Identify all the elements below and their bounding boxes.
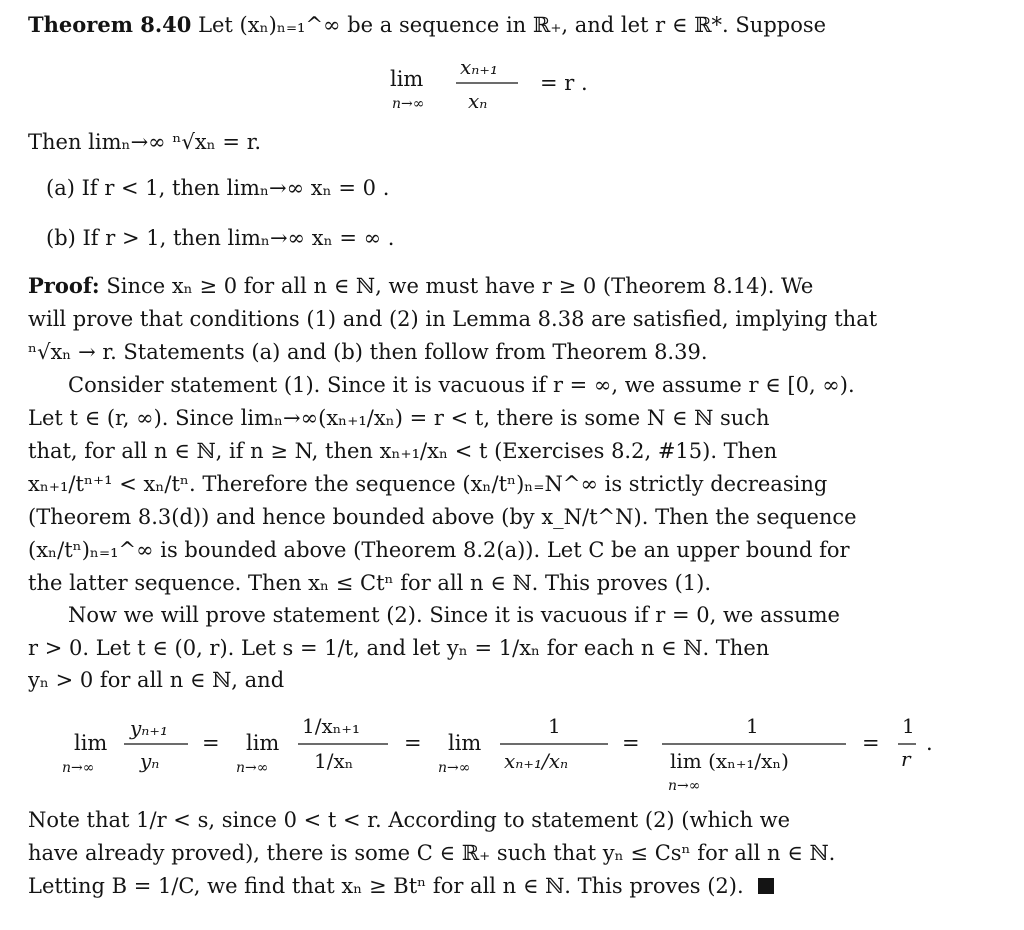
proof-line xyxy=(28,872,968,900)
proof-line xyxy=(28,272,968,300)
limit-subscript: n→∞ xyxy=(62,760,95,776)
theorem-item-a: (a) If r < 1, then limₙ→∞ xₙ = 0 . xyxy=(46,176,390,200)
fraction-numerator: 1 xyxy=(746,714,759,738)
proof-display-equation xyxy=(50,700,950,800)
equation-period: . xyxy=(926,731,933,755)
fraction-numerator: xₙ₊₁ xyxy=(460,55,498,79)
proof-line: xₙ₊₁/tⁿ⁺¹ < xₙ/tⁿ. Therefore the sequence (xₙ/tⁿ)ₙ₌N^∞ is strictly decreasing xyxy=(28,472,828,496)
proof-label: Proof: xyxy=(28,273,100,298)
qed-square-icon xyxy=(758,878,774,894)
limit-operator: lim xyxy=(390,67,424,91)
theorem-label: Theorem 8.40 xyxy=(28,12,192,37)
proof-line: r > 0. Let t ∈ (0, r). Let s = 1/t, and let yₙ = 1/xₙ for each n ∈ ℕ. Then xyxy=(28,636,770,660)
fraction-denominator: 1/xₙ xyxy=(314,749,354,773)
proof-line: yₙ > 0 for all n ∈ ℕ, and xyxy=(28,668,285,692)
fraction-denominator: r xyxy=(901,747,911,771)
limit-subscript: n→∞ xyxy=(438,760,471,776)
equals-sign: = xyxy=(862,731,880,755)
proof-text: Since xₙ ≥ 0 for all n ∈ ℕ, we must have r ≥ 0 (Theorem 8.14). We xyxy=(106,274,814,298)
limit-operator: lim xyxy=(448,731,482,755)
proof-line: the latter sequence. Then xₙ ≤ Ctⁿ for all n ∈ ℕ. This proves (1). xyxy=(28,571,712,595)
proof-line: Let t ∈ (r, ∞). Since limₙ→∞(xₙ₊₁/xₙ) = r < t, there is some N ∈ ℕ such xyxy=(28,406,770,430)
proof-line: ⁿ√xₙ → r. Statements (a) and (b) then follow from Theorem 8.39. xyxy=(28,340,708,364)
fraction-numerator: 1 xyxy=(902,714,915,738)
fraction-denominator: yₙ xyxy=(140,749,160,773)
fraction-denominator: xₙ₊₁/xₙ xyxy=(504,749,569,773)
limit-subscript: n→∞ xyxy=(668,778,701,794)
limit-operator: lim xyxy=(246,731,280,755)
proof-line: Consider statement (1). Since it is vacuous if r = ∞, we assume r ∈ [0, ∞). xyxy=(68,373,855,397)
equals-sign: = xyxy=(404,731,422,755)
limit-subscript: n→∞ xyxy=(236,760,269,776)
fraction-numerator: yₙ₊₁ xyxy=(130,716,168,740)
proof-line: have already proved), there is some C ∈ ℝ₊ such that yₙ ≤ Csⁿ for all n ∈ ℕ. xyxy=(28,841,836,865)
theorem-item-b: (b) If r > 1, then limₙ→∞ xₙ = ∞ . xyxy=(46,226,395,250)
theorem-conclusion: Then limₙ→∞ ⁿ√xₙ = r. xyxy=(28,130,262,154)
fraction-numerator: 1 xyxy=(548,714,561,738)
proof-line: (xₙ/tⁿ)ₙ₌₁^∞ is bounded above (Theorem 8.2(a)). Let C be an upper bound for xyxy=(28,538,850,562)
theorem-text: Let (xₙ)ₙ₌₁^∞ be a sequence in ℝ₊, and let r ∈ ℝ*. Suppose xyxy=(198,13,827,37)
fraction-denominator: xₙ xyxy=(468,89,488,113)
proof-line: will prove that conditions (1) and (2) in Lemma 8.38 are satisfied, implying that xyxy=(28,307,878,331)
proof-line: that, for all n ∈ ℕ, if n ≥ N, then xₙ₊₁/xₙ < t (Exercises 8.2, #15). Then xyxy=(28,439,778,463)
limit-subscript: n→∞ xyxy=(392,96,425,112)
limit-operator: lim xyxy=(74,731,108,755)
theorem-statement xyxy=(28,11,968,39)
fraction-numerator: 1/xₙ₊₁ xyxy=(302,714,360,738)
fraction-denominator: lim (xₙ₊₁/xₙ) xyxy=(670,749,789,773)
theorem-display-equation xyxy=(390,52,650,122)
equals-sign: = xyxy=(202,731,220,755)
proof-line: (Theorem 8.3(d)) and hence bounded above (by x_N/t^N). Then the sequence xyxy=(28,505,857,529)
proof-line: Now we will prove statement (2). Since it is vacuous if r = 0, we assume xyxy=(68,603,840,627)
proof-last-sentence: Letting B = 1/C, we find that xₙ ≥ Btⁿ for all n ∈ ℕ. This proves (2). xyxy=(28,874,744,898)
equation-rhs: = r . xyxy=(540,71,588,95)
equals-sign: = xyxy=(622,731,640,755)
proof-line: Note that 1/r < s, since 0 < t < r. According to statement (2) (which we xyxy=(28,808,791,832)
